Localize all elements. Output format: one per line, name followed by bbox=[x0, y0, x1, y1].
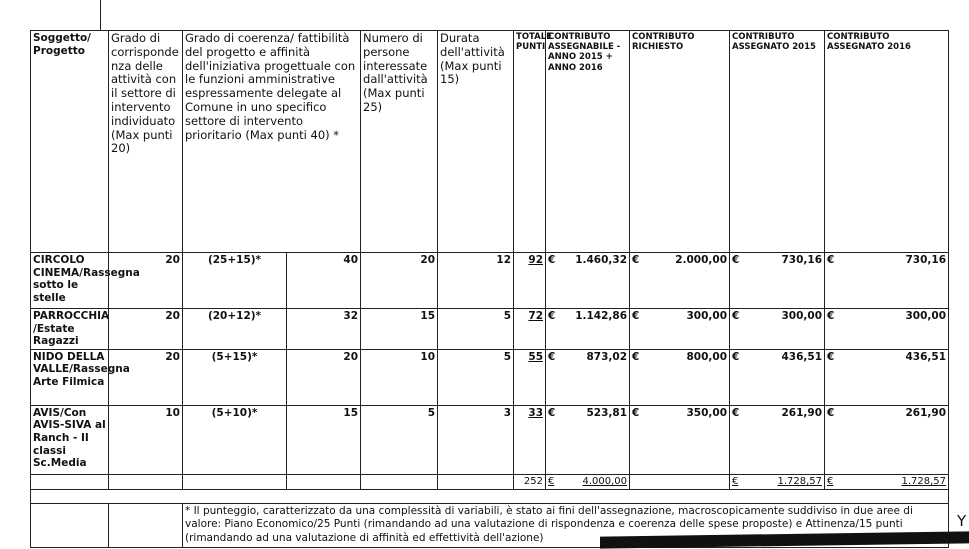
cell-richiesto bbox=[630, 253, 730, 309]
cell-richiesto bbox=[630, 405, 730, 474]
cell-corr: 10 bbox=[109, 405, 183, 474]
euro-sign: € bbox=[732, 350, 740, 363]
edge-mark: Y bbox=[957, 512, 967, 530]
cell-2016 bbox=[825, 349, 949, 405]
cell-formula: (5+10)* bbox=[183, 405, 287, 474]
total-points: 252 bbox=[514, 474, 546, 489]
amount: 300,00 bbox=[905, 310, 947, 322]
margin-line bbox=[100, 0, 101, 30]
header-durata: Durata dell'attività (Max punti 15) bbox=[438, 31, 514, 253]
cell-2015 bbox=[730, 349, 825, 405]
row-name: CIRCOLO CINEMA/Rassegna sotto le stelle bbox=[31, 253, 109, 309]
euro-sign: € bbox=[632, 254, 640, 266]
row-name: NIDO DELLA VALLE/Rassegna Arte Filmica bbox=[31, 349, 109, 405]
table-row bbox=[31, 309, 949, 350]
cell-richiesto bbox=[630, 309, 730, 350]
cell-2015 bbox=[730, 405, 825, 474]
header-soggetto: Soggetto/ Progetto bbox=[31, 31, 109, 253]
amount: 261,90 bbox=[781, 406, 823, 419]
cell-formula: (5+15)* bbox=[183, 349, 287, 405]
euro-sign: € bbox=[632, 310, 640, 322]
euro-sign: € bbox=[632, 406, 640, 419]
empty-cell bbox=[31, 489, 949, 503]
cell-2015 bbox=[730, 253, 825, 309]
empty-cell bbox=[630, 474, 730, 489]
cell-corr: 20 bbox=[109, 309, 183, 350]
euro-sign: € bbox=[827, 310, 835, 322]
euro-sign: € bbox=[827, 406, 835, 419]
amount: 523,81 bbox=[586, 406, 628, 419]
total-2016 bbox=[825, 474, 949, 489]
header-numero-persone: Numero di persone interessate dall'attività (Max punti 25) bbox=[361, 31, 438, 253]
cell-2016 bbox=[825, 405, 949, 474]
cell-tot: 92 bbox=[514, 253, 546, 309]
amount: 1.728,57 bbox=[901, 475, 947, 487]
totals-row bbox=[31, 474, 949, 489]
scoring-table bbox=[30, 30, 949, 548]
euro-sign: € bbox=[548, 475, 555, 487]
amount: 436,51 bbox=[781, 350, 823, 363]
euro-sign: € bbox=[632, 350, 640, 363]
amount: 436,51 bbox=[905, 350, 947, 363]
cell-coer: 40 bbox=[287, 253, 361, 309]
cell-dur: 5 bbox=[438, 349, 514, 405]
euro-sign: € bbox=[827, 350, 835, 363]
amount: 730,16 bbox=[905, 254, 947, 266]
amount: 1.728,57 bbox=[777, 475, 823, 487]
footnote: * Il punteggio, caratterizzato da una complessità di variabili, è stato ai fini dell'assegnazione, macroscopicamente suddiviso in due aree di valore: Piano Economico/25 Punti (rimandando ad una valutazione di rispondenza e coerenza delle spese proposte) e Attinenza/15 punti (rimandando ad una valutazione di affinità ed effettività dell'azione) bbox=[183, 503, 949, 547]
header-row bbox=[31, 31, 949, 253]
cell-num: 5 bbox=[361, 405, 438, 474]
euro-sign: € bbox=[548, 310, 556, 322]
header-totale: TOTALE PUNTI bbox=[514, 31, 546, 253]
cell-corr: 20 bbox=[109, 349, 183, 405]
table-row bbox=[31, 349, 949, 405]
cell-coer: 32 bbox=[287, 309, 361, 350]
amount: 4.000,00 bbox=[582, 475, 628, 487]
cell-assegnabile bbox=[546, 405, 630, 474]
empty-cell bbox=[109, 503, 183, 547]
cell-assegnabile bbox=[546, 253, 630, 309]
euro-sign: € bbox=[548, 406, 556, 419]
euro-sign: € bbox=[732, 254, 740, 266]
empty-cell bbox=[109, 474, 183, 489]
cell-tot: 33 bbox=[514, 405, 546, 474]
table-row bbox=[31, 253, 949, 309]
cell-2015 bbox=[730, 309, 825, 350]
cell-corr: 20 bbox=[109, 253, 183, 309]
amount: 300,00 bbox=[686, 310, 728, 322]
header-contributo-assegnabile: CONTRIBUTO ASSEGNABILE - ANNO 2015 + ANNO 2016 bbox=[546, 31, 630, 253]
cell-formula: (20+12)* bbox=[183, 309, 287, 350]
table-row bbox=[31, 405, 949, 474]
euro-sign: € bbox=[827, 254, 835, 266]
cell-2016 bbox=[825, 309, 949, 350]
empty-cell bbox=[31, 474, 109, 489]
cell-num: 10 bbox=[361, 349, 438, 405]
amount: 1.460,32 bbox=[575, 254, 628, 266]
cell-num: 20 bbox=[361, 253, 438, 309]
euro-sign: € bbox=[548, 350, 556, 363]
amount: 2.000,00 bbox=[675, 254, 728, 266]
cell-tot: 55 bbox=[514, 349, 546, 405]
cell-formula: (25+15)* bbox=[183, 253, 287, 309]
amount: 800,00 bbox=[686, 350, 728, 363]
header-grado-coerenza: Grado di coerenza/ fattibilità del progetto e affinità dell'iniziativa progettuale con le funzioni amministrative espressamente delegate al Comune in uno specifico settore di intervento prioritario (Max punti 40) * bbox=[183, 31, 361, 253]
euro-sign: € bbox=[827, 475, 834, 487]
amount: 300,00 bbox=[781, 310, 823, 322]
amount: 1.142,86 bbox=[575, 310, 628, 322]
amount: 873,02 bbox=[586, 350, 628, 363]
header-grado-corrispondenza: Grado di corrisponde nza delle attività con il settore di intervento individuato (Max punti 20) bbox=[109, 31, 183, 253]
total-assegnabile bbox=[546, 474, 630, 489]
header-contributo-richiesto: CONTRIBUTO RICHIESTO bbox=[630, 31, 730, 253]
empty-cell bbox=[438, 474, 514, 489]
cell-num: 15 bbox=[361, 309, 438, 350]
cell-dur: 5 bbox=[438, 309, 514, 350]
row-name: AVIS/Con AVIS-SIVA al Ranch - II classi Sc.Media bbox=[31, 405, 109, 474]
row-name: PARROCCHIA /Estate Ragazzi bbox=[31, 309, 109, 350]
cell-tot: 72 bbox=[514, 309, 546, 350]
cell-2016 bbox=[825, 253, 949, 309]
empty-cell bbox=[183, 474, 287, 489]
cell-dur: 3 bbox=[438, 405, 514, 474]
cell-assegnabile bbox=[546, 309, 630, 350]
amount: 350,00 bbox=[686, 406, 728, 419]
cell-dur: 12 bbox=[438, 253, 514, 309]
amount: 730,16 bbox=[781, 254, 823, 266]
total-2015 bbox=[730, 474, 825, 489]
empty-cell bbox=[361, 474, 438, 489]
header-contributo-2015: CONTRIBUTO ASSEGNATO 2015 bbox=[730, 31, 825, 253]
cell-assegnabile bbox=[546, 349, 630, 405]
empty-cell bbox=[287, 474, 361, 489]
spacer-row bbox=[31, 489, 949, 503]
amount: 261,90 bbox=[905, 406, 947, 419]
euro-sign: € bbox=[732, 406, 740, 419]
cell-coer: 15 bbox=[287, 405, 361, 474]
cell-richiesto bbox=[630, 349, 730, 405]
euro-sign: € bbox=[732, 310, 740, 322]
header-contributo-2016: CONTRIBUTO ASSEGNATO 2016 bbox=[825, 31, 949, 253]
cell-coer: 20 bbox=[287, 349, 361, 405]
euro-sign: € bbox=[548, 254, 556, 266]
empty-cell bbox=[31, 503, 109, 547]
euro-sign: € bbox=[732, 475, 739, 487]
